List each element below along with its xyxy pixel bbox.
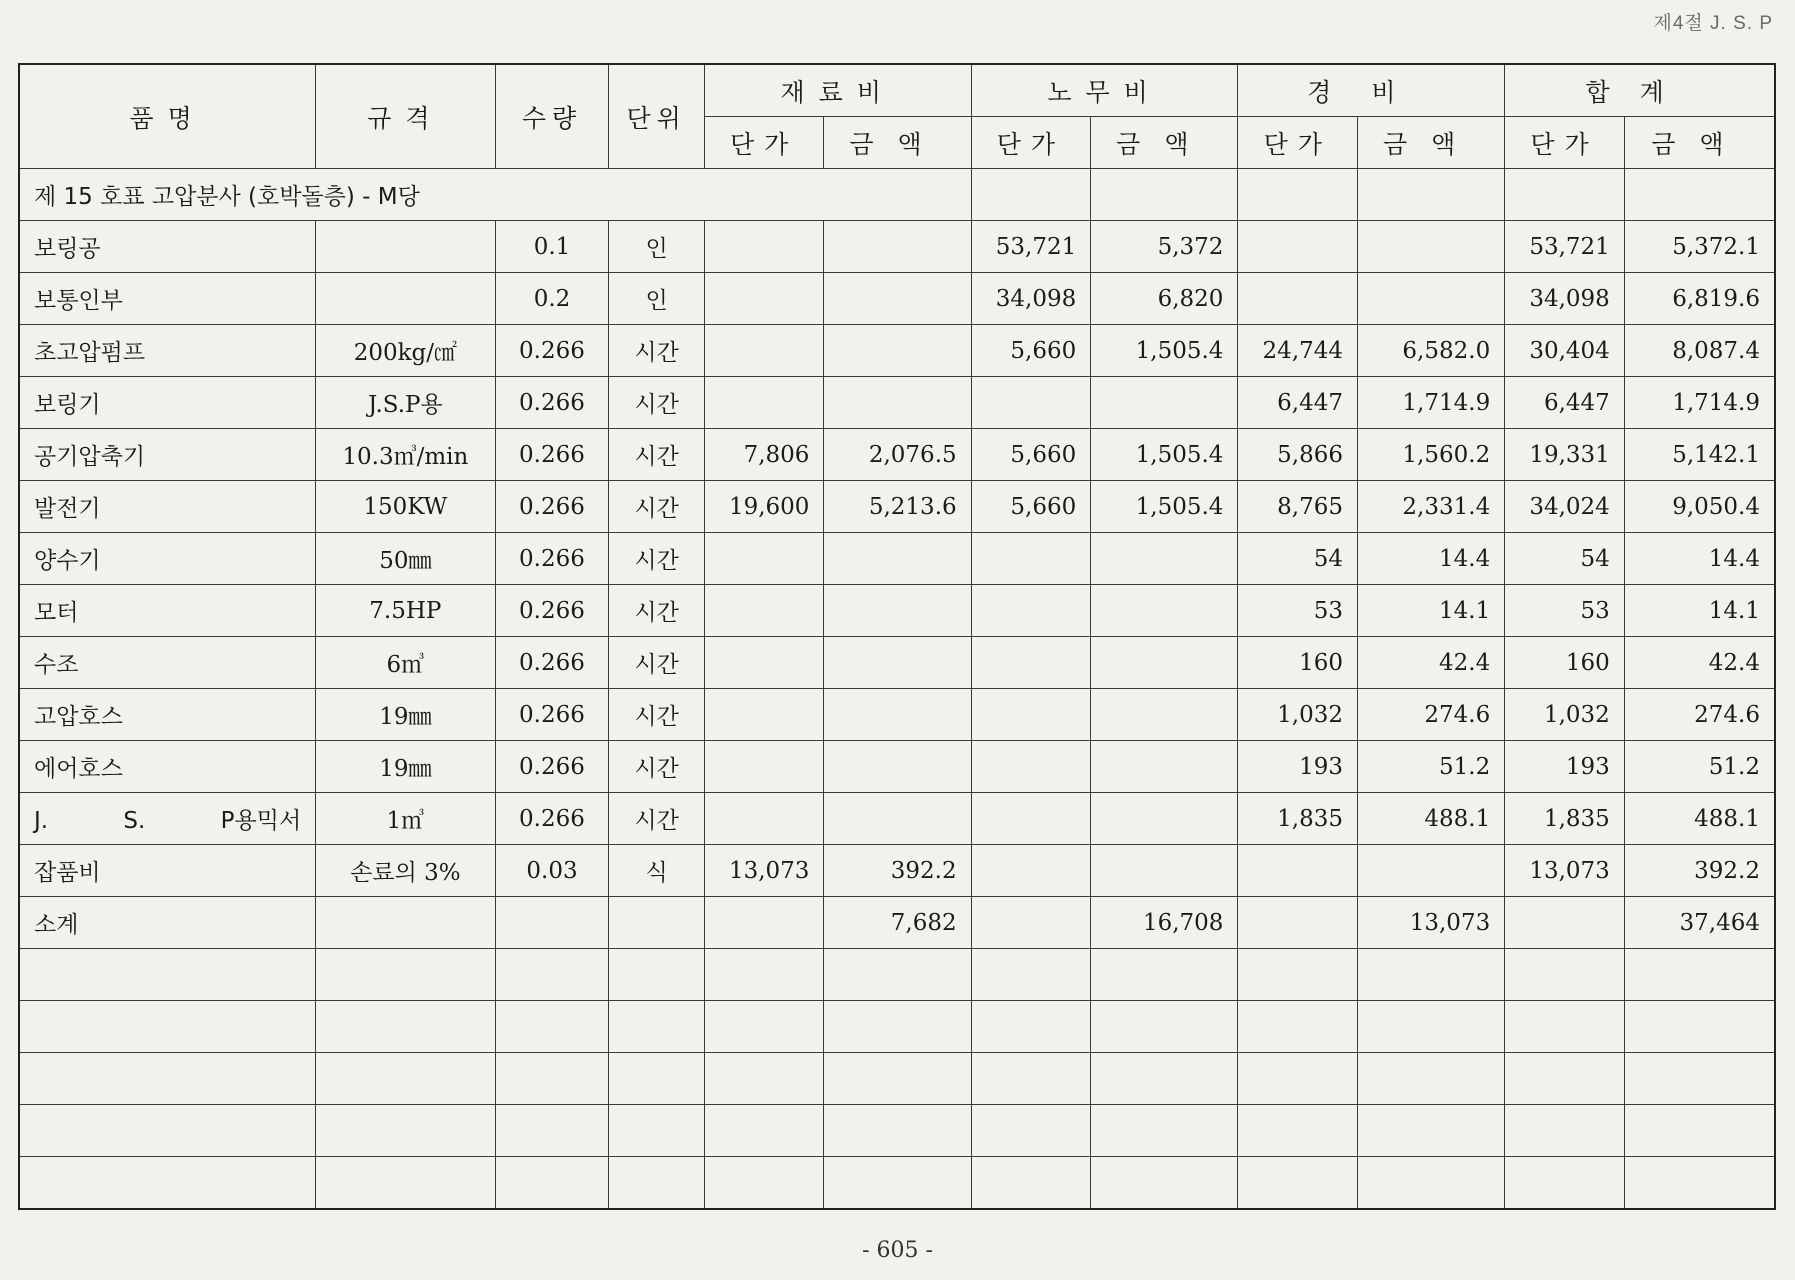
cell-exp-amt: 14.4 [1358, 533, 1505, 585]
cell-tot-amt: 5,372.1 [1624, 221, 1775, 273]
cell-mat-amt [824, 585, 971, 637]
table-row [19, 793, 1775, 845]
header-labor-unit-price: 단가 [971, 117, 1091, 169]
cell-tot-amt: 392.2 [1624, 845, 1775, 897]
cell-mat-up: 7,806 [704, 429, 824, 481]
cell-exp-amt: 1,714.9 [1358, 377, 1505, 429]
cell-tot-up: 54 [1505, 533, 1625, 585]
cell-unit: 시간 [609, 325, 704, 377]
cell-exp-up: 24,744 [1238, 325, 1358, 377]
section-note: 제4절 J. S. P [1653, 13, 1773, 34]
cell-exp-amt: 274.6 [1358, 689, 1505, 741]
cell-lab-amt [1091, 689, 1238, 741]
table-row [19, 273, 1775, 325]
header-labor-amount: 금액 [1091, 117, 1238, 169]
header-qty: 수량 [495, 64, 609, 169]
cell-tot-amt: 42.4 [1624, 637, 1775, 689]
cell-exp-amt: 14.1 [1358, 585, 1505, 637]
cell-exp-amt: 488.1 [1358, 793, 1505, 845]
cell-unit: 시간 [609, 533, 704, 585]
cell-mat-amt [824, 533, 971, 585]
cell-lab-amt: 1,505.4 [1091, 429, 1238, 481]
cell-lab-up [971, 377, 1091, 429]
cell-mat-amt: 7,682 [824, 897, 971, 949]
cell-lab-up [971, 845, 1091, 897]
table-row [19, 897, 1775, 949]
cell-lab-amt: 1,505.4 [1091, 325, 1238, 377]
cell-name: 공기압축기 [19, 429, 316, 481]
cell-spec: 19㎜ [316, 689, 495, 741]
header-labor: 노무비 [971, 64, 1238, 117]
header-total: 합계 [1505, 64, 1775, 117]
cell-lab-amt: 5,372 [1091, 221, 1238, 273]
empty-row [19, 1001, 1775, 1053]
table-row [19, 585, 1775, 637]
table-row [19, 689, 1775, 741]
cell-lab-amt: 16,708 [1091, 897, 1238, 949]
cell-lab-amt: 6,820 [1091, 273, 1238, 325]
cell-exp-up: 5,866 [1238, 429, 1358, 481]
cell-unit: 식 [609, 845, 704, 897]
table-row [19, 481, 1775, 533]
cell-mat-amt [824, 793, 971, 845]
cell-exp-up: 1,032 [1238, 689, 1358, 741]
cell-unit: 시간 [609, 689, 704, 741]
cell-qty: 0.266 [495, 377, 609, 429]
cell-qty [495, 897, 609, 949]
cell-unit: 시간 [609, 429, 704, 481]
cell-exp-up: 1,835 [1238, 793, 1358, 845]
cell-spec: 19㎜ [316, 741, 495, 793]
cell-tot-amt: 488.1 [1624, 793, 1775, 845]
empty-row [19, 1157, 1775, 1210]
cell-name: 에어호스 [19, 741, 316, 793]
header-material-unit-price: 단가 [704, 117, 824, 169]
cell-mat-amt [824, 689, 971, 741]
header-total-amount: 금액 [1624, 117, 1775, 169]
cell-qty: 0.266 [495, 585, 609, 637]
header-expense-unit-price: 단가 [1238, 117, 1358, 169]
cell-unit: 시간 [609, 377, 704, 429]
cell-spec: 7.5HP [316, 585, 495, 637]
cell-qty: 0.2 [495, 273, 609, 325]
cell-spec [316, 273, 495, 325]
cell-exp-amt [1358, 273, 1505, 325]
cell-name: 양수기 [19, 533, 316, 585]
cell-mat-up [704, 325, 824, 377]
cell-qty: 0.266 [495, 533, 609, 585]
cell-qty: 0.266 [495, 637, 609, 689]
page-number: - 605 - [862, 1238, 933, 1263]
cell-tot-up: 34,024 [1505, 481, 1625, 533]
cell-mat-amt [824, 273, 971, 325]
cell-tot-amt: 1,714.9 [1624, 377, 1775, 429]
cell-exp-up: 54 [1238, 533, 1358, 585]
cell-unit: 인 [609, 221, 704, 273]
cell-spec: 손료의 3% [316, 845, 495, 897]
cell-lab-up [971, 897, 1091, 949]
cell-lab-up: 5,660 [971, 325, 1091, 377]
cell-tot-up: 1,835 [1505, 793, 1625, 845]
cell-exp-amt [1358, 221, 1505, 273]
cell-name: J. S. P용믹서 [19, 793, 316, 845]
cell-mat-up [704, 585, 824, 637]
table-row [19, 429, 1775, 481]
cell-exp-up [1238, 273, 1358, 325]
cell-exp-amt: 13,073 [1358, 897, 1505, 949]
cell-exp-up [1238, 897, 1358, 949]
table-row [19, 533, 1775, 585]
cell-lab-up [971, 741, 1091, 793]
cell-spec: 10.3㎥/min [316, 429, 495, 481]
header-unit: 단위 [609, 64, 704, 169]
cell-lab-up: 53,721 [971, 221, 1091, 273]
cell-exp-amt: 42.4 [1358, 637, 1505, 689]
cell-name: 발전기 [19, 481, 316, 533]
table-row [19, 845, 1775, 897]
cell-tot-up: 6,447 [1505, 377, 1625, 429]
cell-lab-up: 5,660 [971, 429, 1091, 481]
cell-tot-up: 30,404 [1505, 325, 1625, 377]
cell-tot-amt: 5,142.1 [1624, 429, 1775, 481]
cell-qty: 0.266 [495, 429, 609, 481]
cell-mat-up [704, 741, 824, 793]
cell-tot-amt: 51.2 [1624, 741, 1775, 793]
cell-qty: 0.266 [495, 741, 609, 793]
cell-spec: J.S.P용 [316, 377, 495, 429]
cell-mat-up [704, 897, 824, 949]
cell-tot-amt: 6,819.6 [1624, 273, 1775, 325]
empty-row [19, 949, 1775, 1001]
table-row [19, 377, 1775, 429]
cell-mat-up [704, 273, 824, 325]
section-row [19, 169, 1775, 221]
cell-exp-up: 8,765 [1238, 481, 1358, 533]
cell-exp-up [1238, 221, 1358, 273]
cell-exp-up: 6,447 [1238, 377, 1358, 429]
cell-lab-up [971, 585, 1091, 637]
cell-name: 고압호스 [19, 689, 316, 741]
cell-lab-amt: 1,505.4 [1091, 481, 1238, 533]
header-name: 품명 [19, 64, 316, 169]
cell-lab-amt [1091, 845, 1238, 897]
header-material-amount: 금액 [824, 117, 971, 169]
table-row [19, 221, 1775, 273]
cell-lab-amt [1091, 533, 1238, 585]
cell-mat-amt [824, 221, 971, 273]
cell-unit: 시간 [609, 741, 704, 793]
cell-mat-up [704, 377, 824, 429]
cell-lab-up [971, 793, 1091, 845]
section-title: 제 15 호표 고압분사 (호박돌층) - M당 [19, 169, 971, 221]
cell-spec: 200kg/㎠ [316, 325, 495, 377]
cell-exp-amt: 1,560.2 [1358, 429, 1505, 481]
cell-unit: 인 [609, 273, 704, 325]
cell-spec: 1㎥ [316, 793, 495, 845]
cell-qty: 0.266 [495, 793, 609, 845]
cell-name: 보링공 [19, 221, 316, 273]
cell-mat-amt [824, 377, 971, 429]
cell-tot-up: 34,098 [1505, 273, 1625, 325]
cell-lab-amt [1091, 377, 1238, 429]
header-expense: 경비 [1238, 64, 1505, 117]
cell-name: 소계 [19, 897, 316, 949]
cell-tot-amt: 14.4 [1624, 533, 1775, 585]
cell-tot-amt: 37,464 [1624, 897, 1775, 949]
cell-mat-up: 19,600 [704, 481, 824, 533]
header-material: 재료비 [704, 64, 971, 117]
cell-mat-up: 13,073 [704, 845, 824, 897]
cell-qty: 0.266 [495, 689, 609, 741]
cell-name: 초고압펌프 [19, 325, 316, 377]
cell-tot-amt: 8,087.4 [1624, 325, 1775, 377]
cell-tot-amt: 9,050.4 [1624, 481, 1775, 533]
cell-lab-amt [1091, 585, 1238, 637]
cell-mat-amt [824, 637, 971, 689]
header-expense-amount: 금액 [1358, 117, 1505, 169]
cell-unit: 시간 [609, 585, 704, 637]
cell-exp-amt: 6,582.0 [1358, 325, 1505, 377]
cell-name: 수조 [19, 637, 316, 689]
cell-exp-amt: 2,331.4 [1358, 481, 1505, 533]
cell-tot-up: 53 [1505, 585, 1625, 637]
cell-spec: 150KW [316, 481, 495, 533]
cell-exp-amt: 51.2 [1358, 741, 1505, 793]
cell-name: 모터 [19, 585, 316, 637]
cell-mat-up [704, 637, 824, 689]
cell-lab-up [971, 637, 1091, 689]
cell-qty: 0.266 [495, 325, 609, 377]
table-row [19, 325, 1775, 377]
cell-mat-amt: 5,213.6 [824, 481, 971, 533]
cell-tot-up: 1,032 [1505, 689, 1625, 741]
cell-name: 보통인부 [19, 273, 316, 325]
cell-mat-up [704, 793, 824, 845]
header-total-unit-price: 단가 [1505, 117, 1625, 169]
cell-unit: 시간 [609, 793, 704, 845]
cell-spec [316, 897, 495, 949]
cell-exp-up: 160 [1238, 637, 1358, 689]
cell-mat-up [704, 533, 824, 585]
cell-lab-up [971, 533, 1091, 585]
cell-unit [609, 897, 704, 949]
cell-mat-amt [824, 325, 971, 377]
header-spec: 규격 [316, 64, 495, 169]
cell-tot-amt: 14.1 [1624, 585, 1775, 637]
empty-row [19, 1105, 1775, 1157]
cell-mat-amt [824, 741, 971, 793]
table-row [19, 741, 1775, 793]
cell-unit: 시간 [609, 637, 704, 689]
cell-tot-amt: 274.6 [1624, 689, 1775, 741]
cell-lab-amt [1091, 741, 1238, 793]
cell-lab-up: 34,098 [971, 273, 1091, 325]
cell-tot-up: 19,331 [1505, 429, 1625, 481]
cell-lab-up [971, 689, 1091, 741]
table-row [19, 637, 1775, 689]
cell-tot-up [1505, 897, 1625, 949]
cell-exp-up [1238, 845, 1358, 897]
cell-lab-amt [1091, 637, 1238, 689]
cell-spec: 6㎥ [316, 637, 495, 689]
cell-exp-amt [1358, 845, 1505, 897]
cell-tot-up: 53,721 [1505, 221, 1625, 273]
cell-lab-amt [1091, 793, 1238, 845]
cell-spec: 50㎜ [316, 533, 495, 585]
cell-tot-up: 193 [1505, 741, 1625, 793]
cell-mat-amt: 392.2 [824, 845, 971, 897]
cell-exp-up: 193 [1238, 741, 1358, 793]
cell-qty: 0.266 [495, 481, 609, 533]
cell-name: 잡품비 [19, 845, 316, 897]
cell-lab-up: 5,660 [971, 481, 1091, 533]
cell-exp-up: 53 [1238, 585, 1358, 637]
cost-table [18, 63, 1776, 1210]
cell-tot-up: 160 [1505, 637, 1625, 689]
cell-mat-up [704, 221, 824, 273]
cell-tot-up: 13,073 [1505, 845, 1625, 897]
empty-row [19, 1053, 1775, 1105]
cell-qty: 0.1 [495, 221, 609, 273]
cell-spec [316, 221, 495, 273]
cell-name: 보링기 [19, 377, 316, 429]
cell-qty: 0.03 [495, 845, 609, 897]
cell-mat-up [704, 689, 824, 741]
cell-unit: 시간 [609, 481, 704, 533]
cell-mat-amt: 2,076.5 [824, 429, 971, 481]
